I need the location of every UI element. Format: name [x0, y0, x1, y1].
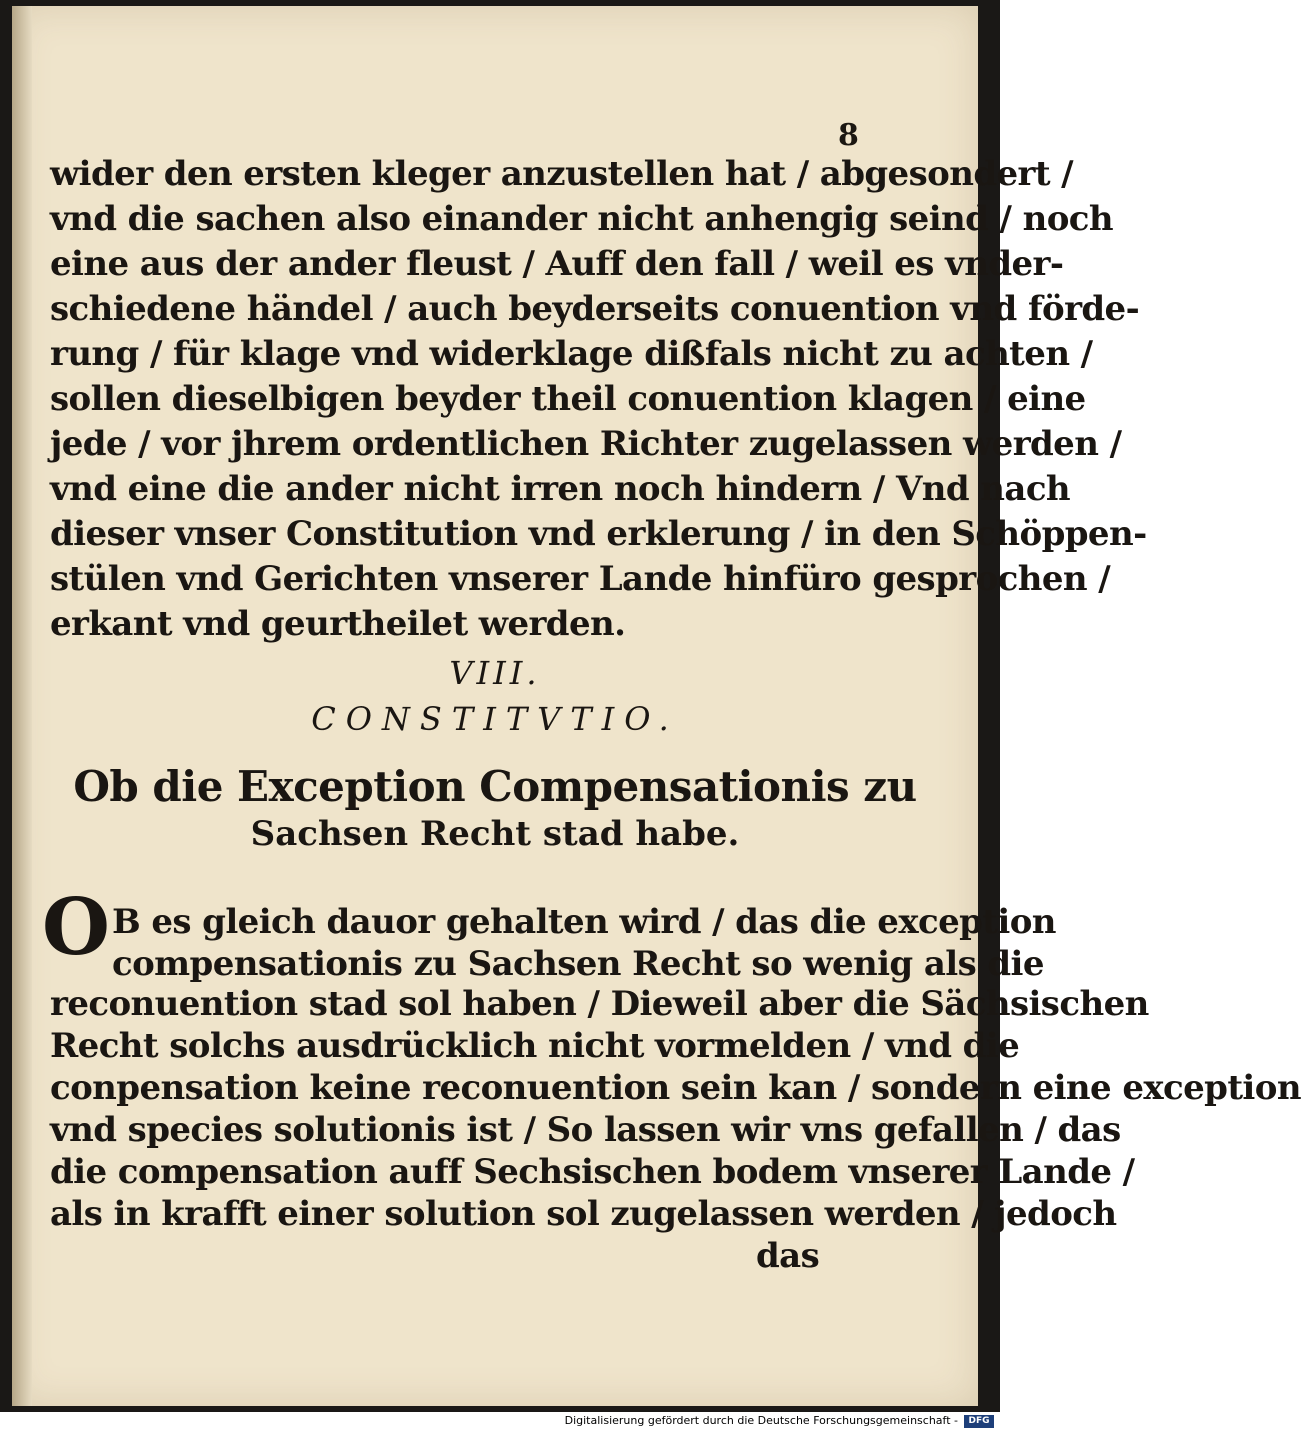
footer-bar: [0, 1412, 1000, 1432]
body-line: schiedene händel / auch beyderseits conuention vnd förde-: [50, 289, 1140, 329]
paragraph-line: als in krafft einer solution sol zugelassen werden / jedoch: [50, 1194, 1117, 1234]
body-line: erkant vnd geurtheilet werden.: [50, 604, 626, 644]
catchword: das: [756, 1236, 820, 1276]
constitution-number: VIII.: [449, 654, 541, 692]
body-line: wider den ersten kleger anzustellen hat / abgesondert /: [50, 154, 1073, 194]
paragraph-line: compensationis zu Sachsen Recht so wenig als die: [112, 944, 1044, 984]
book-page: [12, 6, 1301, 1406]
paragraph-line: conpensation keine reconuention sein kan / sondern eine exception: [50, 1068, 1301, 1108]
paragraph-line: Recht solchs ausdrücklich nicht vormelden / vnd die: [50, 1026, 1020, 1066]
body-line: eine aus der ander fleust / Auff den fall / weil es vnder-: [50, 244, 1064, 284]
body-line: jede / vor jhrem ordentlichen Richter zugelassen werden /: [50, 424, 1122, 464]
constitution-label: CONSTITVTIO.: [311, 700, 679, 738]
body-line: stülen vnd Gerichten vnserer Lande hinfüro gesprochen /: [50, 559, 1111, 599]
body-line: rung / für klage vnd widerklage dißfals nicht zu achten /: [50, 334, 1093, 374]
section-title: Ob die Exception Compensationis zu: [73, 762, 917, 811]
body-line: dieser vnser Constitution vnd erklerung / in den Schöppen-: [50, 514, 1147, 554]
paragraph-line: reconuention stad sol haben / Dieweil aber die Sächsischen: [50, 984, 1149, 1024]
funding-notice: Digitalisierung gefördert durch die Deutsche Forschungsgemeinschaft -: [564, 1414, 958, 1427]
dfg-logo: DFG: [964, 1415, 994, 1428]
paragraph-line: vnd species solutionis ist / So lassen wir vns gefallen / das: [50, 1110, 1121, 1150]
decorated-initial: O: [42, 882, 110, 973]
section-title: Sachsen Recht stad habe.: [250, 814, 740, 854]
paragraph-line: B es gleich dauor gehalten wird / das die exception: [112, 902, 1056, 942]
page-number: 8: [838, 118, 859, 153]
body-line: vnd eine die ander nicht irren noch hindern / Vnd nach: [50, 469, 1071, 509]
body-line: vnd die sachen also einander nicht anhengig seind / noch: [50, 199, 1114, 239]
body-line: sollen dieselbigen beyder theil conuention klagen / eine: [50, 379, 1086, 419]
paragraph-line: die compensation auff Sechsischen bodem vnserer Lande /: [50, 1152, 1135, 1192]
